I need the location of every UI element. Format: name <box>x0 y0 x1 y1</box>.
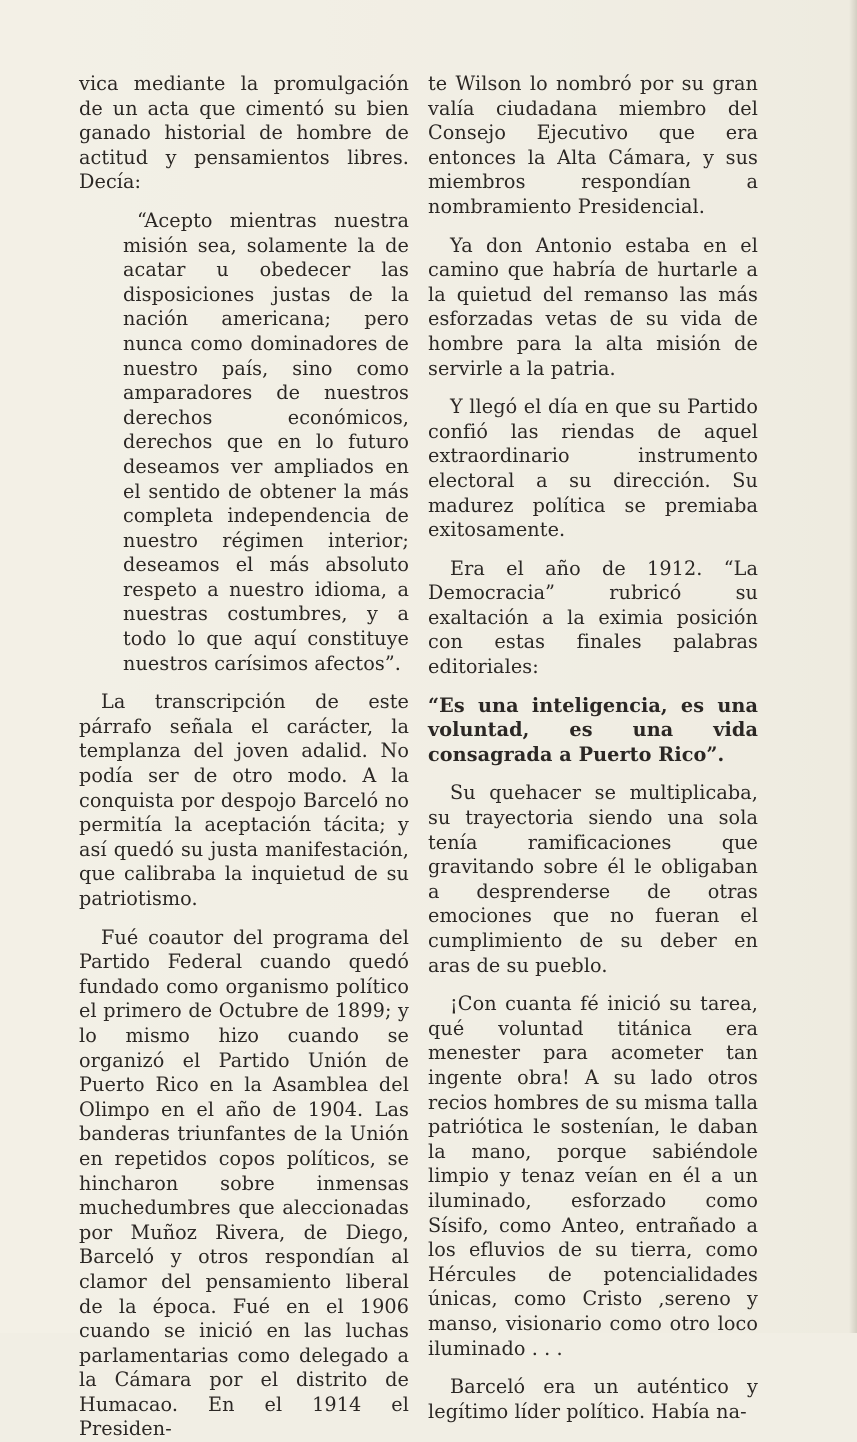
page-edge-shadow <box>849 0 857 1333</box>
intro-paragraph: vica mediante la promulgación de un acta que cimentó su bien ganado historial de hombre de actitud y pensamientos libres. Decía: <box>79 72 409 194</box>
coauthor-paragraph: Fué coautor del programa del Partido Federal cuando quedó fundado como organismo político el primero de Octubre de 1899; y lo mismo hizo cuando se organizó el Partido Unión de Puerto Rico en la Asamblea del Olimpo en el año de 1904. Las banderas triunfantes de la Unión en repetidos copos políticos, se hincharon sobre inmensas muchedumbres que aleccionadas por Muñoz Rivera, de Diego, Barceló y otros respondían al clamor del pensamiento liberal de la época. Fué en el 1906 cuando se inició en las luchas parlamentarias como delegado a la Cámara por el distrito de Humacao. En el 1914 el Presiden- <box>79 925 409 1441</box>
task-paragraph: ¡Con cuanta fé inició su tarea, qué voluntad titánica era menester para acometer tan ingente obra! A su lado otros recios hombres de su misma talla patriótica le sostenían, le daban la mano, porque sabiéndole limpio y tenaz veían en él a un iluminado, esforzado como Sísifo, como Anteo, entrañado a los efluvios de su tierra, como Hércules de potencialidades únicas, como Cristo ,sereno y manso, visionario como otro loco iluminado . . . <box>428 992 758 1360</box>
party-leadership-paragraph: Y llegó el día en que su Partido confió las riendas de aquel extraordinario instrumento electoral a su dirección. Su madurez política se premiaba exitosamente. <box>428 395 758 542</box>
barcelo-quote: “Acepto mientras nuestra misión sea, solamente la de acatar u obedecer las disposiciones justas de la nación americana; pero nunca como dominadores de nuestro país, sino como amparadores de nuestros derechos económicos, derechos que en lo futuro deseamos ver ampliados en el sentido de obtener la más completa independencia de nuestro régimen interior; deseamos el más absoluto respeto a nuestro idioma, a nuestras costumbres, y a todo lo que aquí constituye nuestros carísimos afectos”. <box>123 208 409 675</box>
quehacer-paragraph: Su quehacer se multiplicaba, su trayectoria siendo una sola tenía ramificaciones que gravitando sobre él le obligaban a desprenderse de otras emociones que no fueran el cumplimiento de su deber en aras de su pueblo. <box>428 781 758 977</box>
left-column <box>79 72 409 1442</box>
year-1912-paragraph: Era el año de 1912. “La Democracia” rubricó su exaltación a la eximia posición con estas finales palabras editoriales: <box>428 556 758 679</box>
leader-paragraph: Barceló era un auténtico y legítimo líder político. Había na- <box>428 1375 758 1423</box>
wilson-paragraph: te Wilson lo nombró por su gran valía ciudadana miembro del Consejo Ejecutivo que era entonces la Alta Cámara, y sus miembros respondían a nombramiento Presidencial. <box>428 72 758 218</box>
right-column <box>428 72 758 1424</box>
editorial-bold-quote: “Es una inteligencia, es una voluntad, es una vida consagrada a Puerto Rico”. <box>428 693 758 766</box>
transcription-paragraph: La transcripción de este párrafo señala el carácter, la templanza del joven adalid. No podía ser de otro modo. A la conquista por despojo Barceló no permitía la aceptación tácita; y así quedó su justa manifestación, que calibraba la inquietud de su patriotismo. <box>79 690 409 910</box>
don-antonio-paragraph: Ya don Antonio estaba en el camino que habría de hurtarle a la quietud del remanso las más esforzadas vetas de su vida de hombre para la alta misión de servirle a la patria. <box>428 233 758 380</box>
